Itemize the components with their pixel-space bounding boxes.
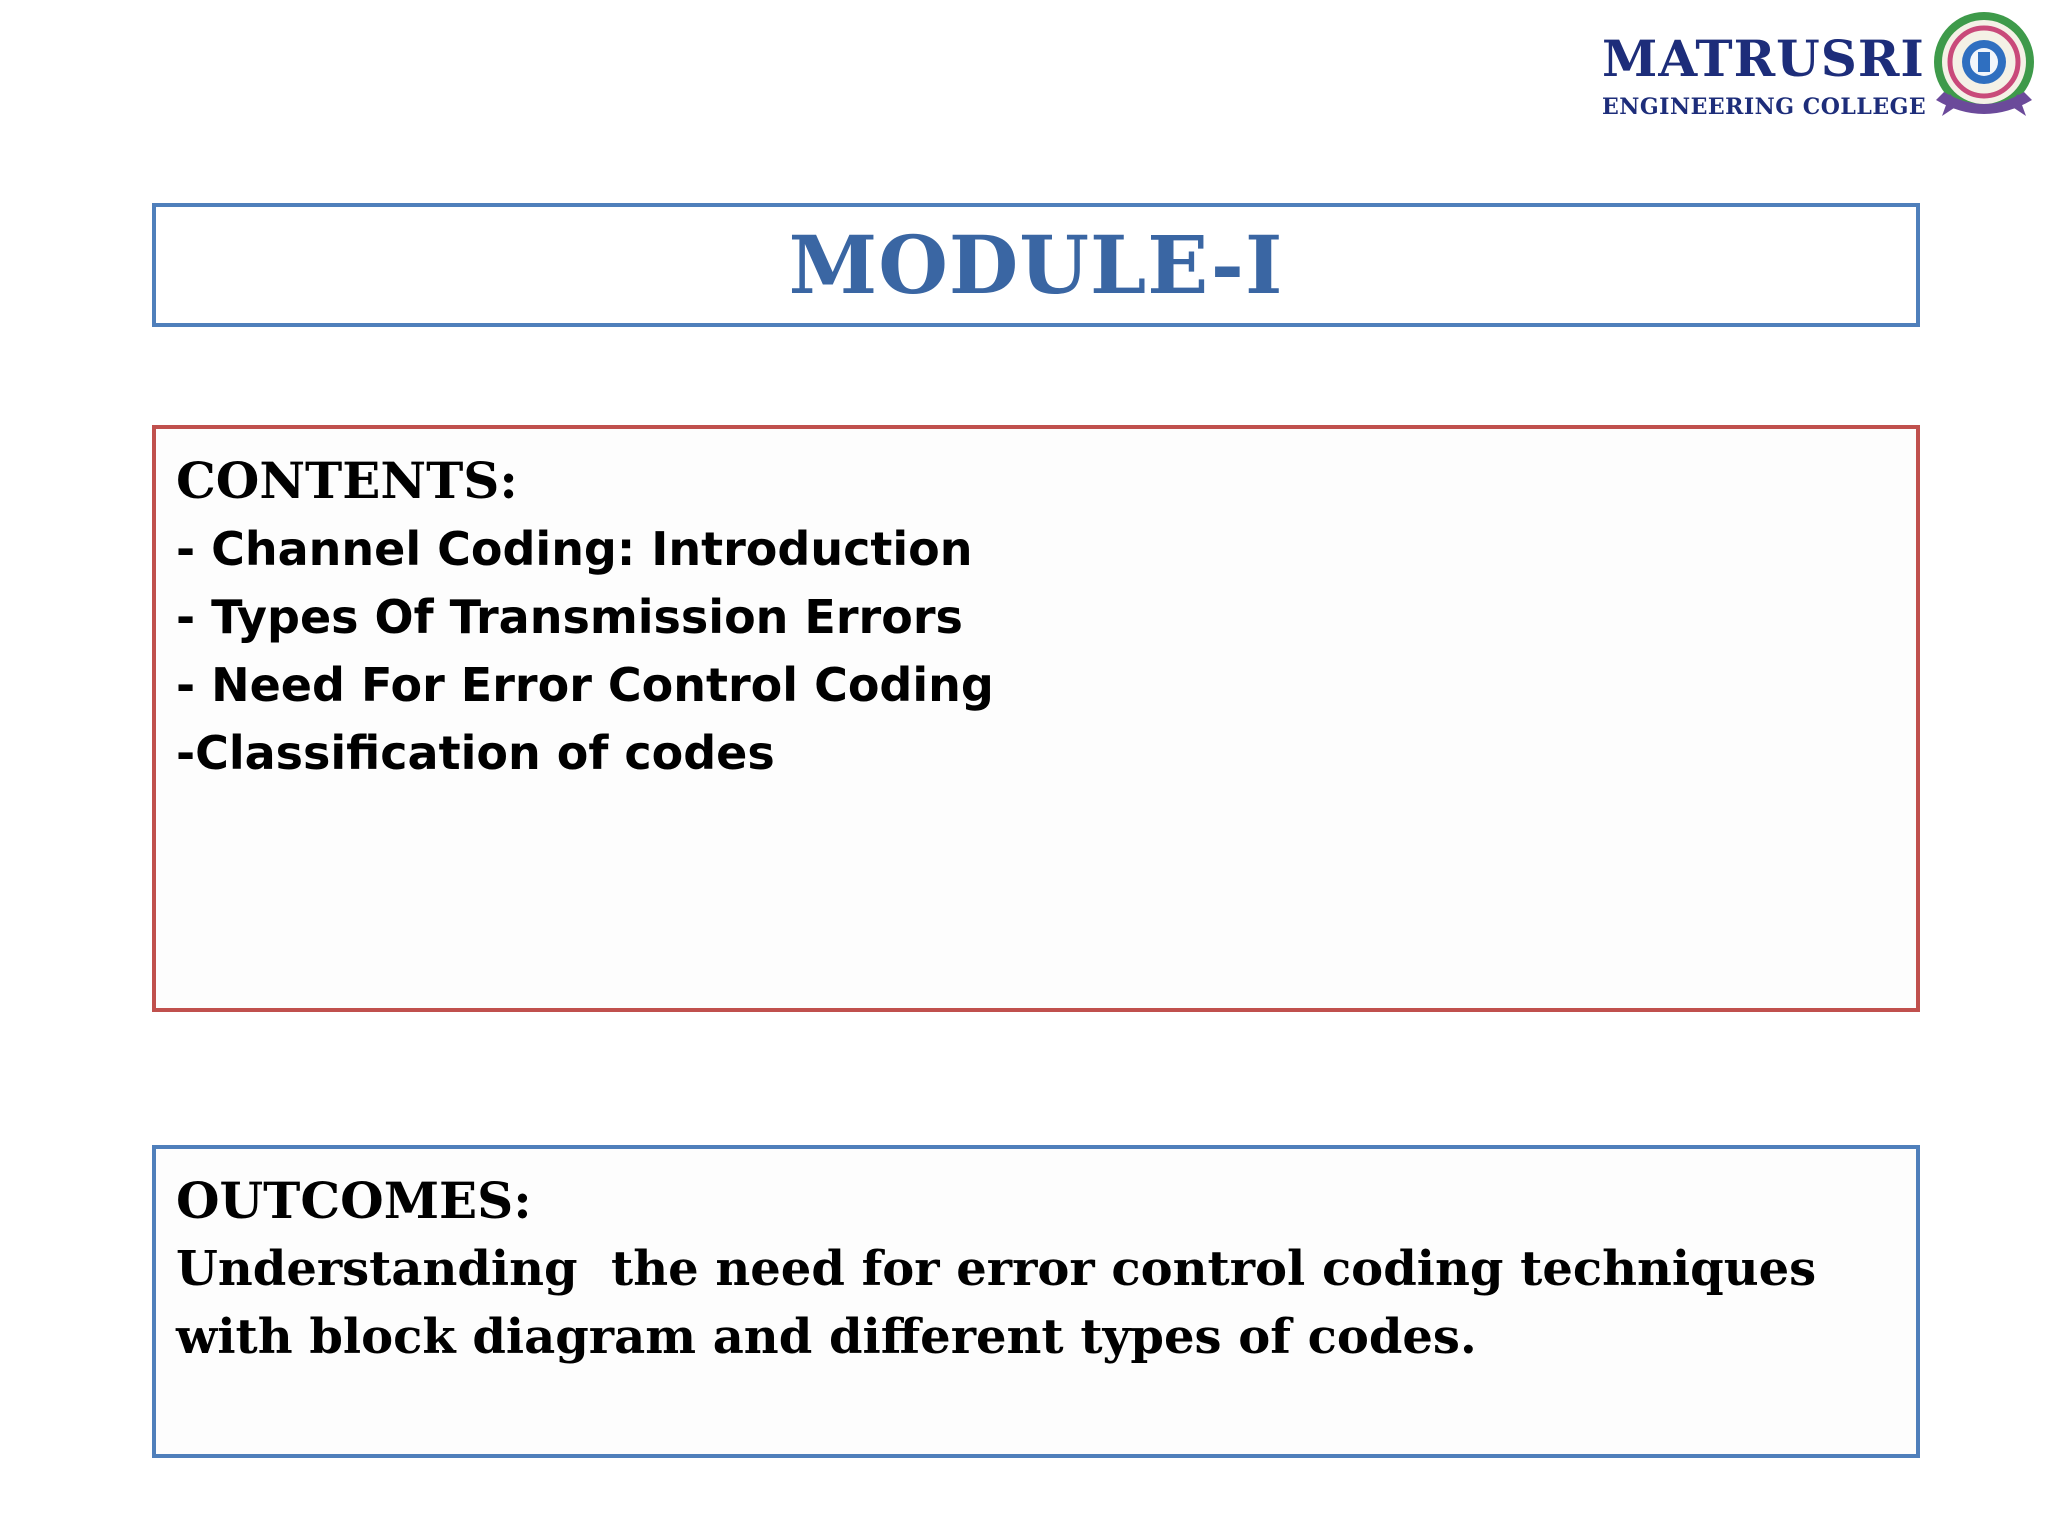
list-item: - Channel Coding: Introduction (176, 522, 973, 576)
logo-subtitle: ENGINEERING COLLEGE (1602, 94, 1927, 120)
college-seal-icon (1920, 4, 2048, 132)
college-logo (1590, 28, 2030, 148)
logo-name: MATRUSRI (1602, 29, 1925, 88)
module-title: MODULE-I (788, 218, 1284, 312)
contents-list (176, 515, 1896, 787)
contents-box (152, 425, 1920, 1012)
list-item: -Classification of codes (176, 726, 775, 780)
outcomes-heading: OUTCOMES: (176, 1171, 532, 1230)
contents-heading: CONTENTS: (176, 451, 518, 510)
title-box (152, 203, 1920, 327)
outcomes-text: Understanding the need for error control coding techniques with block diagram and different types of codes. (176, 1241, 1833, 1365)
outcomes-box (152, 1145, 1920, 1458)
list-item: - Need For Error Control Coding (176, 658, 994, 712)
list-item: - Types Of Transmission Errors (176, 590, 963, 644)
